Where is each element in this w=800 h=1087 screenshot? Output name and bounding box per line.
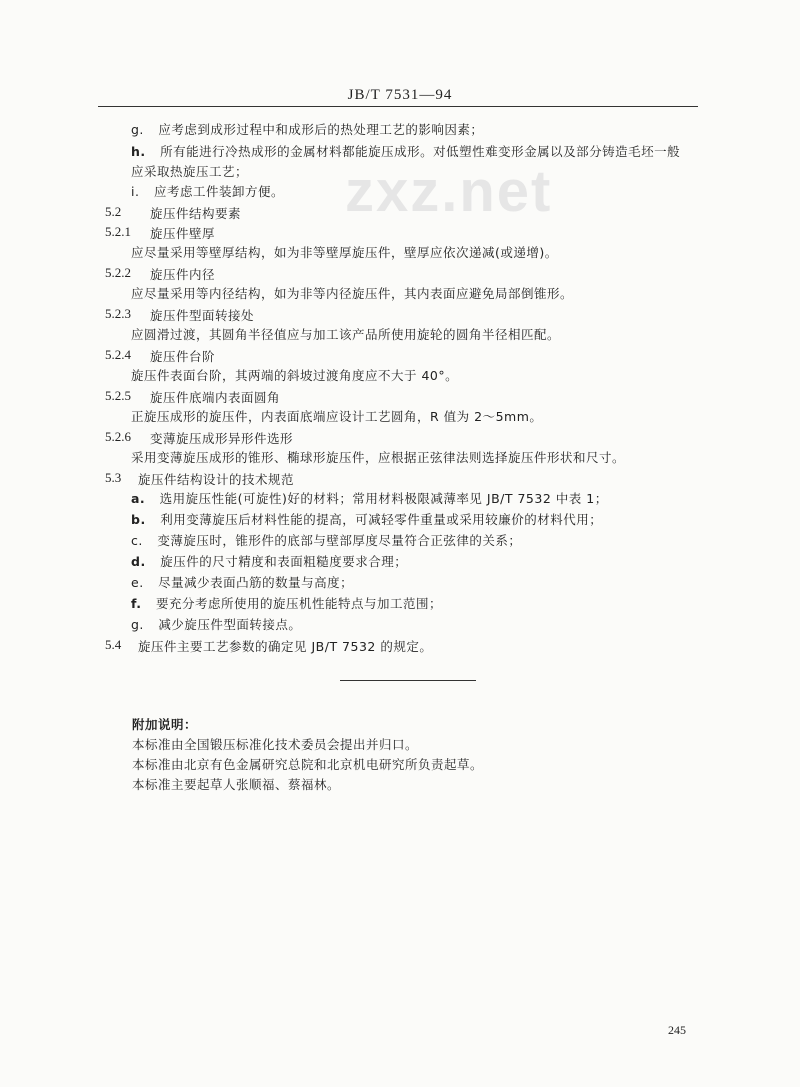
- section-number: 5.4: [105, 637, 122, 652]
- item-text: 应考虑工件装卸方便。: [153, 184, 284, 199]
- section-number: 5.2.4: [105, 347, 131, 362]
- item-label: a.: [131, 491, 146, 506]
- list-item-g: [131, 122, 483, 138]
- notes-line: 本标准由北京有色金属研究总院和北京机电研究所负责起草。: [132, 757, 484, 772]
- section-title: 旋压件壁厚: [150, 226, 216, 241]
- watermark: zxz.net: [345, 159, 553, 224]
- section-number: 5.2.1: [105, 224, 131, 239]
- section-number: 5.2: [105, 204, 122, 219]
- item-label: e.: [131, 575, 144, 590]
- spec-item-g: [131, 617, 301, 633]
- item-label: i.: [131, 184, 140, 199]
- item-label: d.: [131, 554, 146, 569]
- item-text: 要充分考虑所使用的旋压机性能特点与加工范围；: [156, 596, 443, 611]
- item-text: 应考虑到成形过程中和成形后的热处理工艺的影响因素；: [158, 122, 484, 137]
- item-text: 旋压件的尺寸精度和表面粗糙度要求合理；: [160, 554, 408, 569]
- notes-title: 附加说明：: [132, 717, 198, 732]
- item-label: c.: [131, 533, 143, 548]
- item-label: h.: [131, 144, 146, 159]
- section-number: 5.2.5: [105, 388, 131, 403]
- section-title: 变薄旋压成形异形件选形: [150, 431, 294, 446]
- section-body: 正旋压成形的旋压件，内表面底端应设计工艺圆角，R 值为 2～5mm。: [131, 409, 543, 424]
- page-number: 245: [668, 1023, 686, 1037]
- item-text: 选用旋压性能(可旋性)好的材料；常用材料极限减薄率见 JB/T 7532 中表 1；: [159, 491, 608, 506]
- item-text: 变薄旋压时，锥形件的底部与壁部厚度尽量符合正弦律的关系；: [157, 533, 522, 548]
- section-title: 旋压件型面转接处: [150, 308, 255, 323]
- section-number: 5.2.6: [105, 429, 131, 444]
- section-title: 旋压件台阶: [150, 349, 216, 364]
- section-body: 应圆滑过渡，其圆角半径值应与加工该产品所使用旋轮的圆角半径相匹配。: [131, 327, 561, 342]
- section-body: 旋压件表面台阶，其两端的斜坡过渡角度应不大于 40°。: [131, 368, 459, 383]
- notes-line: 本标准由全国锻压标准化技术委员会提出并归口。: [132, 737, 419, 752]
- item-label: f.: [131, 596, 142, 611]
- spec-item-d: [131, 554, 407, 570]
- section-number: 5.2.2: [105, 265, 131, 280]
- page-header-code: JB/T 7531—94: [347, 87, 453, 103]
- section-body: 旋压件主要工艺参数的确定见 JB/T 7532 的规定。: [138, 639, 433, 654]
- item-text: 尽量减少表面凸筋的数量与高度；: [158, 575, 354, 590]
- item-text: 所有能进行冷热成形的金属材料都能旋压成形。对低塑性难变形金属以及部分铸造毛坯一般: [160, 144, 681, 159]
- item-text: 应采取热旋压工艺；: [131, 164, 249, 179]
- spec-item-c: [131, 533, 521, 549]
- spec-item-b: [131, 512, 602, 528]
- item-label: g.: [131, 122, 144, 137]
- list-item-h: [131, 144, 680, 160]
- section-number: 5.3: [105, 470, 122, 485]
- item-text: 减少旋压件型面转接点。: [158, 617, 302, 632]
- item-label: g.: [131, 617, 144, 632]
- spec-item-e: [131, 575, 353, 591]
- section-title: 旋压件内径: [150, 267, 216, 282]
- section-title: 旋压件结构要素: [150, 206, 242, 221]
- header-rule: [98, 106, 698, 107]
- item-label: b.: [131, 512, 146, 527]
- section-number: 5.2.3: [105, 306, 131, 321]
- spec-item-a: [131, 491, 608, 507]
- list-item-h-cont: [131, 164, 248, 180]
- section-body: 应尽量采用等壁厚结构，如为非等壁厚旋压件，壁厚应依次递减(或递增)。: [131, 245, 558, 260]
- section-body: 应尽量采用等内径结构，如为非等内径旋压件，其内表面应避免局部倒锥形。: [131, 286, 574, 301]
- section-title: 旋压件结构设计的技术规范: [138, 472, 295, 487]
- end-rule: [340, 680, 476, 681]
- notes-line: 本标准主要起草人张顺福、蔡福林。: [132, 777, 341, 792]
- spec-item-f: [131, 596, 442, 612]
- section-title: 旋压件底端内表面圆角: [150, 390, 281, 405]
- item-text: 利用变薄旋压后材料性能的提高，可减轻零件重量或采用较廉价的材料代用；: [160, 512, 603, 527]
- list-item-i: [131, 184, 284, 200]
- section-body: 采用变薄旋压成形的锥形、椭球形旋压件，应根据正弦律法则选择旋压件形状和尺寸。: [131, 450, 626, 465]
